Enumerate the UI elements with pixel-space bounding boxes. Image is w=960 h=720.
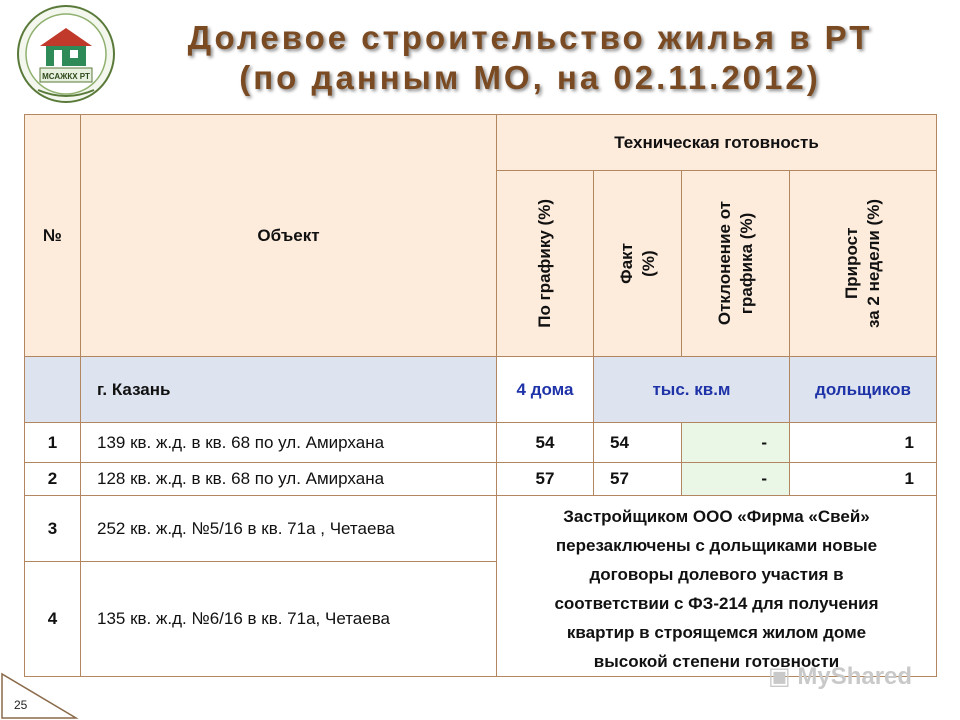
row-object: 252 кв. ж.д. №5/16 в кв. 71а , Четаева [81,496,497,562]
city-houses: 4 дома [497,357,594,423]
header-growth-line1: Прирост [842,227,861,300]
page-title [140,18,920,98]
watermark-icon: ▣ [768,663,791,690]
header-fact-line2: (%) [638,250,658,277]
row-fact: 57 [594,463,682,496]
row-number: 4 [25,562,81,677]
note-line: квартир в строящемся жилом доме [566,623,867,642]
note-line: высокой степени готовности [593,652,840,671]
header-deviation-line1: Отклонение от [714,201,734,326]
row-growth: 1 [790,463,937,496]
title-line-2: (по данным МО, на 02.11.2012) [239,59,821,96]
construction-table [24,114,937,677]
row-deviation: - [682,423,790,463]
header-growth-line2: за 2 недели (%) [864,199,883,328]
header-fact-line1: Факт [616,243,636,284]
title-line-1: Долевое строительство жилья в РТ [187,19,873,56]
row-number: 1 [25,423,81,463]
header-growth [790,171,937,357]
row-plan: 57 [497,463,594,496]
logo-text: МСАЖКХ РТ [42,72,90,81]
table-row [25,463,937,496]
table-row [25,496,937,562]
page-number: 25 [14,698,28,712]
header-by-schedule-text: По графику (%) [535,199,554,328]
page-number-corner [0,672,80,720]
header-deviation-line2: графика (%) [736,212,756,315]
row-growth: 1 [790,423,937,463]
row-object: 139 кв. ж.д. в кв. 68 по ул. Амирхана [81,423,497,463]
note-line: Застройщиком ООО «Фирма «Свей» [563,507,870,526]
watermark-text: MyShared [797,663,913,690]
header-deviation [682,171,790,357]
note-line: перезаключены с дольщиками новые [555,536,878,555]
city-row-number [25,357,81,423]
row-object: 135 кв. ж.д. №6/16 в кв. 71а, Четаева [81,562,497,677]
header-by-schedule [497,171,594,357]
header-object: Объект [81,115,497,357]
row-object: 128 кв. ж.д. в кв. 68 по ул. Амирхана [81,463,497,496]
row-fact: 54 [594,423,682,463]
row-number: 3 [25,496,81,562]
row-deviation: - [682,463,790,496]
contract-note [497,496,937,677]
header-fact [594,171,682,357]
table-row [25,423,937,463]
city-holders: дольщиков [790,357,937,423]
ministry-logo [8,4,124,104]
city-units: тыс. кв.м [594,357,790,423]
header-number: № [25,115,81,357]
watermark [768,662,912,691]
city-name: г. Казань [81,357,497,423]
note-line: соответствии с ФЗ-214 для получения [554,594,879,613]
row-plan: 54 [497,423,594,463]
row-number: 2 [25,463,81,496]
header-tech-readiness: Техническая готовность [497,115,937,171]
note-line: договоры долевого участия в [589,565,844,584]
